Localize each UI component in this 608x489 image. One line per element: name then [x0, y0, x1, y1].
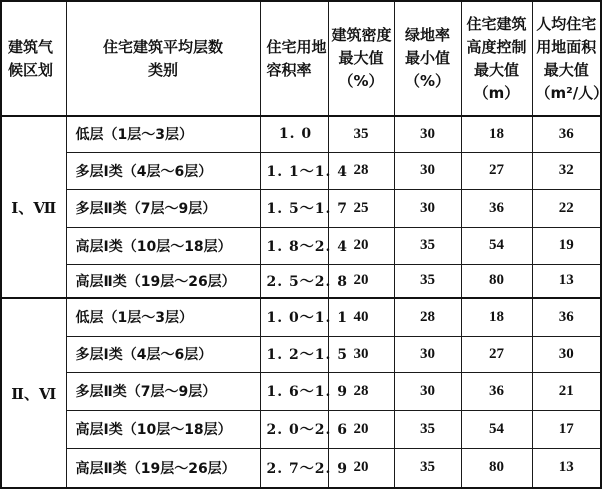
header-height-line-3: 最大值 — [473, 60, 519, 79]
land-cell: 21 — [532, 372, 601, 410]
header-density — [328, 1, 394, 116]
header-zone-line-2: 候区划 — [8, 60, 54, 79]
category-cell: 低层（1层～3层） — [66, 298, 260, 336]
land-cell: 22 — [532, 189, 601, 227]
header-height-line-4: （m） — [473, 83, 520, 102]
land-cell: 17 — [532, 410, 601, 448]
height-cell: 54 — [461, 410, 532, 448]
density-cell: 20 — [328, 227, 394, 264]
header-far-line-2: 容积率 — [266, 60, 312, 79]
land-cell: 13 — [532, 264, 601, 298]
header-far-line-1: 住宅用地 — [266, 37, 327, 56]
category-cell: 高层Ⅰ类（10层～18层） — [66, 410, 260, 448]
land-cell: 30 — [532, 336, 601, 372]
header-zone-line-1: 建筑气 — [8, 37, 54, 56]
density-cell: 28 — [328, 372, 394, 410]
header-land-line-3: 最大值 — [543, 60, 589, 79]
table-row — [1, 410, 601, 448]
header-land-line-2: 用地面积 — [536, 37, 597, 56]
header-green-line-2: 最小值 — [404, 49, 450, 67]
green-cell: 35 — [394, 227, 461, 264]
table-row — [1, 298, 601, 336]
table-row — [1, 372, 601, 410]
land-cell: 36 — [532, 298, 601, 336]
zone-cell: Ⅰ、Ⅶ — [1, 116, 66, 298]
header-category-line-1: 住宅建筑平均层数 — [102, 37, 223, 56]
table-row — [1, 152, 601, 189]
header-height-line-1: 住宅建筑 — [466, 14, 527, 33]
density-cell: 20 — [328, 410, 394, 448]
header-height — [461, 1, 532, 116]
header-density-line-1: 建筑密度 — [331, 26, 392, 44]
far-cell: 1. 0～1. 1 — [260, 298, 328, 336]
land-cell: 32 — [532, 152, 601, 189]
far-cell: 1. 6～1. 9 — [260, 372, 328, 410]
header-far — [260, 1, 328, 116]
category-cell: 多层Ⅰ类（4层～6层） — [66, 336, 260, 372]
far-cell: 1. 8～2. 4 — [260, 227, 328, 264]
green-cell: 28 — [394, 298, 461, 336]
green-cell: 35 — [394, 410, 461, 448]
height-cell: 36 — [461, 189, 532, 227]
category-cell: 高层Ⅰ类（10层～18层） — [66, 227, 260, 264]
height-cell: 80 — [461, 264, 532, 298]
header-density-line-2: 最大值 — [338, 49, 384, 67]
category-cell: 高层Ⅱ类（19层～26层） — [66, 264, 260, 298]
category-cell: 低层（1层～3层） — [66, 116, 260, 152]
height-cell: 80 — [461, 448, 532, 488]
land-cell: 13 — [532, 448, 601, 488]
header-zone — [1, 1, 66, 116]
far-cell: 1. 1～1. 4 — [260, 152, 328, 189]
height-cell: 36 — [461, 372, 532, 410]
height-cell: 18 — [461, 116, 532, 152]
category-cell: 多层Ⅱ类（7层～9层） — [66, 372, 260, 410]
table-row — [1, 227, 601, 264]
category-cell: 多层Ⅰ类（4层～6层） — [66, 152, 260, 189]
height-cell: 27 — [461, 152, 532, 189]
header-land-area — [532, 1, 608, 116]
far-cell: 1. 5～1. 7 — [260, 189, 328, 227]
green-cell: 30 — [394, 116, 461, 152]
land-cell: 36 — [532, 116, 601, 152]
green-cell: 30 — [394, 336, 461, 372]
green-cell: 30 — [394, 152, 461, 189]
table-row — [1, 448, 601, 488]
green-cell: 35 — [394, 264, 461, 298]
header-green — [394, 1, 461, 116]
density-cell: 35 — [328, 116, 394, 152]
density-cell: 40 — [328, 298, 394, 336]
zone-cell: Ⅱ、Ⅵ — [1, 298, 66, 488]
height-cell: 54 — [461, 227, 532, 264]
far-cell: 1. 2～1. 5 — [260, 336, 328, 372]
table-row — [1, 116, 601, 152]
header-density-line-3: （%） — [338, 72, 384, 90]
category-cell: 高层Ⅱ类（19层～26层） — [66, 448, 260, 488]
density-cell: 30 — [328, 336, 394, 372]
header-green-line-1: 绿地率 — [404, 26, 450, 44]
height-cell: 18 — [461, 298, 532, 336]
category-cell: 多层Ⅱ类（7层～9层） — [66, 189, 260, 227]
table-row — [1, 189, 601, 227]
header-category — [66, 1, 260, 116]
density-cell: 25 — [328, 189, 394, 227]
table-row — [1, 336, 601, 372]
header-land-line-1: 人均住宅 — [536, 14, 597, 33]
header-green-line-3: （%） — [404, 72, 451, 90]
far-cell: 2. 5～2. 8 — [260, 264, 328, 298]
far-cell: 2. 7～2. 9 — [260, 448, 328, 488]
green-cell: 30 — [394, 189, 461, 227]
far-cell: 1. 0 — [260, 116, 328, 152]
density-cell: 28 — [328, 152, 394, 189]
header-height-line-2: 高度控制 — [466, 37, 527, 56]
far-cell: 2. 0～2. 6 — [260, 410, 328, 448]
header-category-line-2: 类别 — [147, 60, 178, 79]
table-row — [1, 264, 601, 298]
header-row — [1, 1, 601, 116]
density-cell: 20 — [328, 448, 394, 488]
green-cell: 30 — [394, 372, 461, 410]
height-cell: 27 — [461, 336, 532, 372]
density-cell: 20 — [328, 264, 394, 298]
green-cell: 35 — [394, 448, 461, 488]
header-land-line-4: （m²/人） — [535, 83, 608, 102]
land-cell: 19 — [532, 227, 601, 264]
